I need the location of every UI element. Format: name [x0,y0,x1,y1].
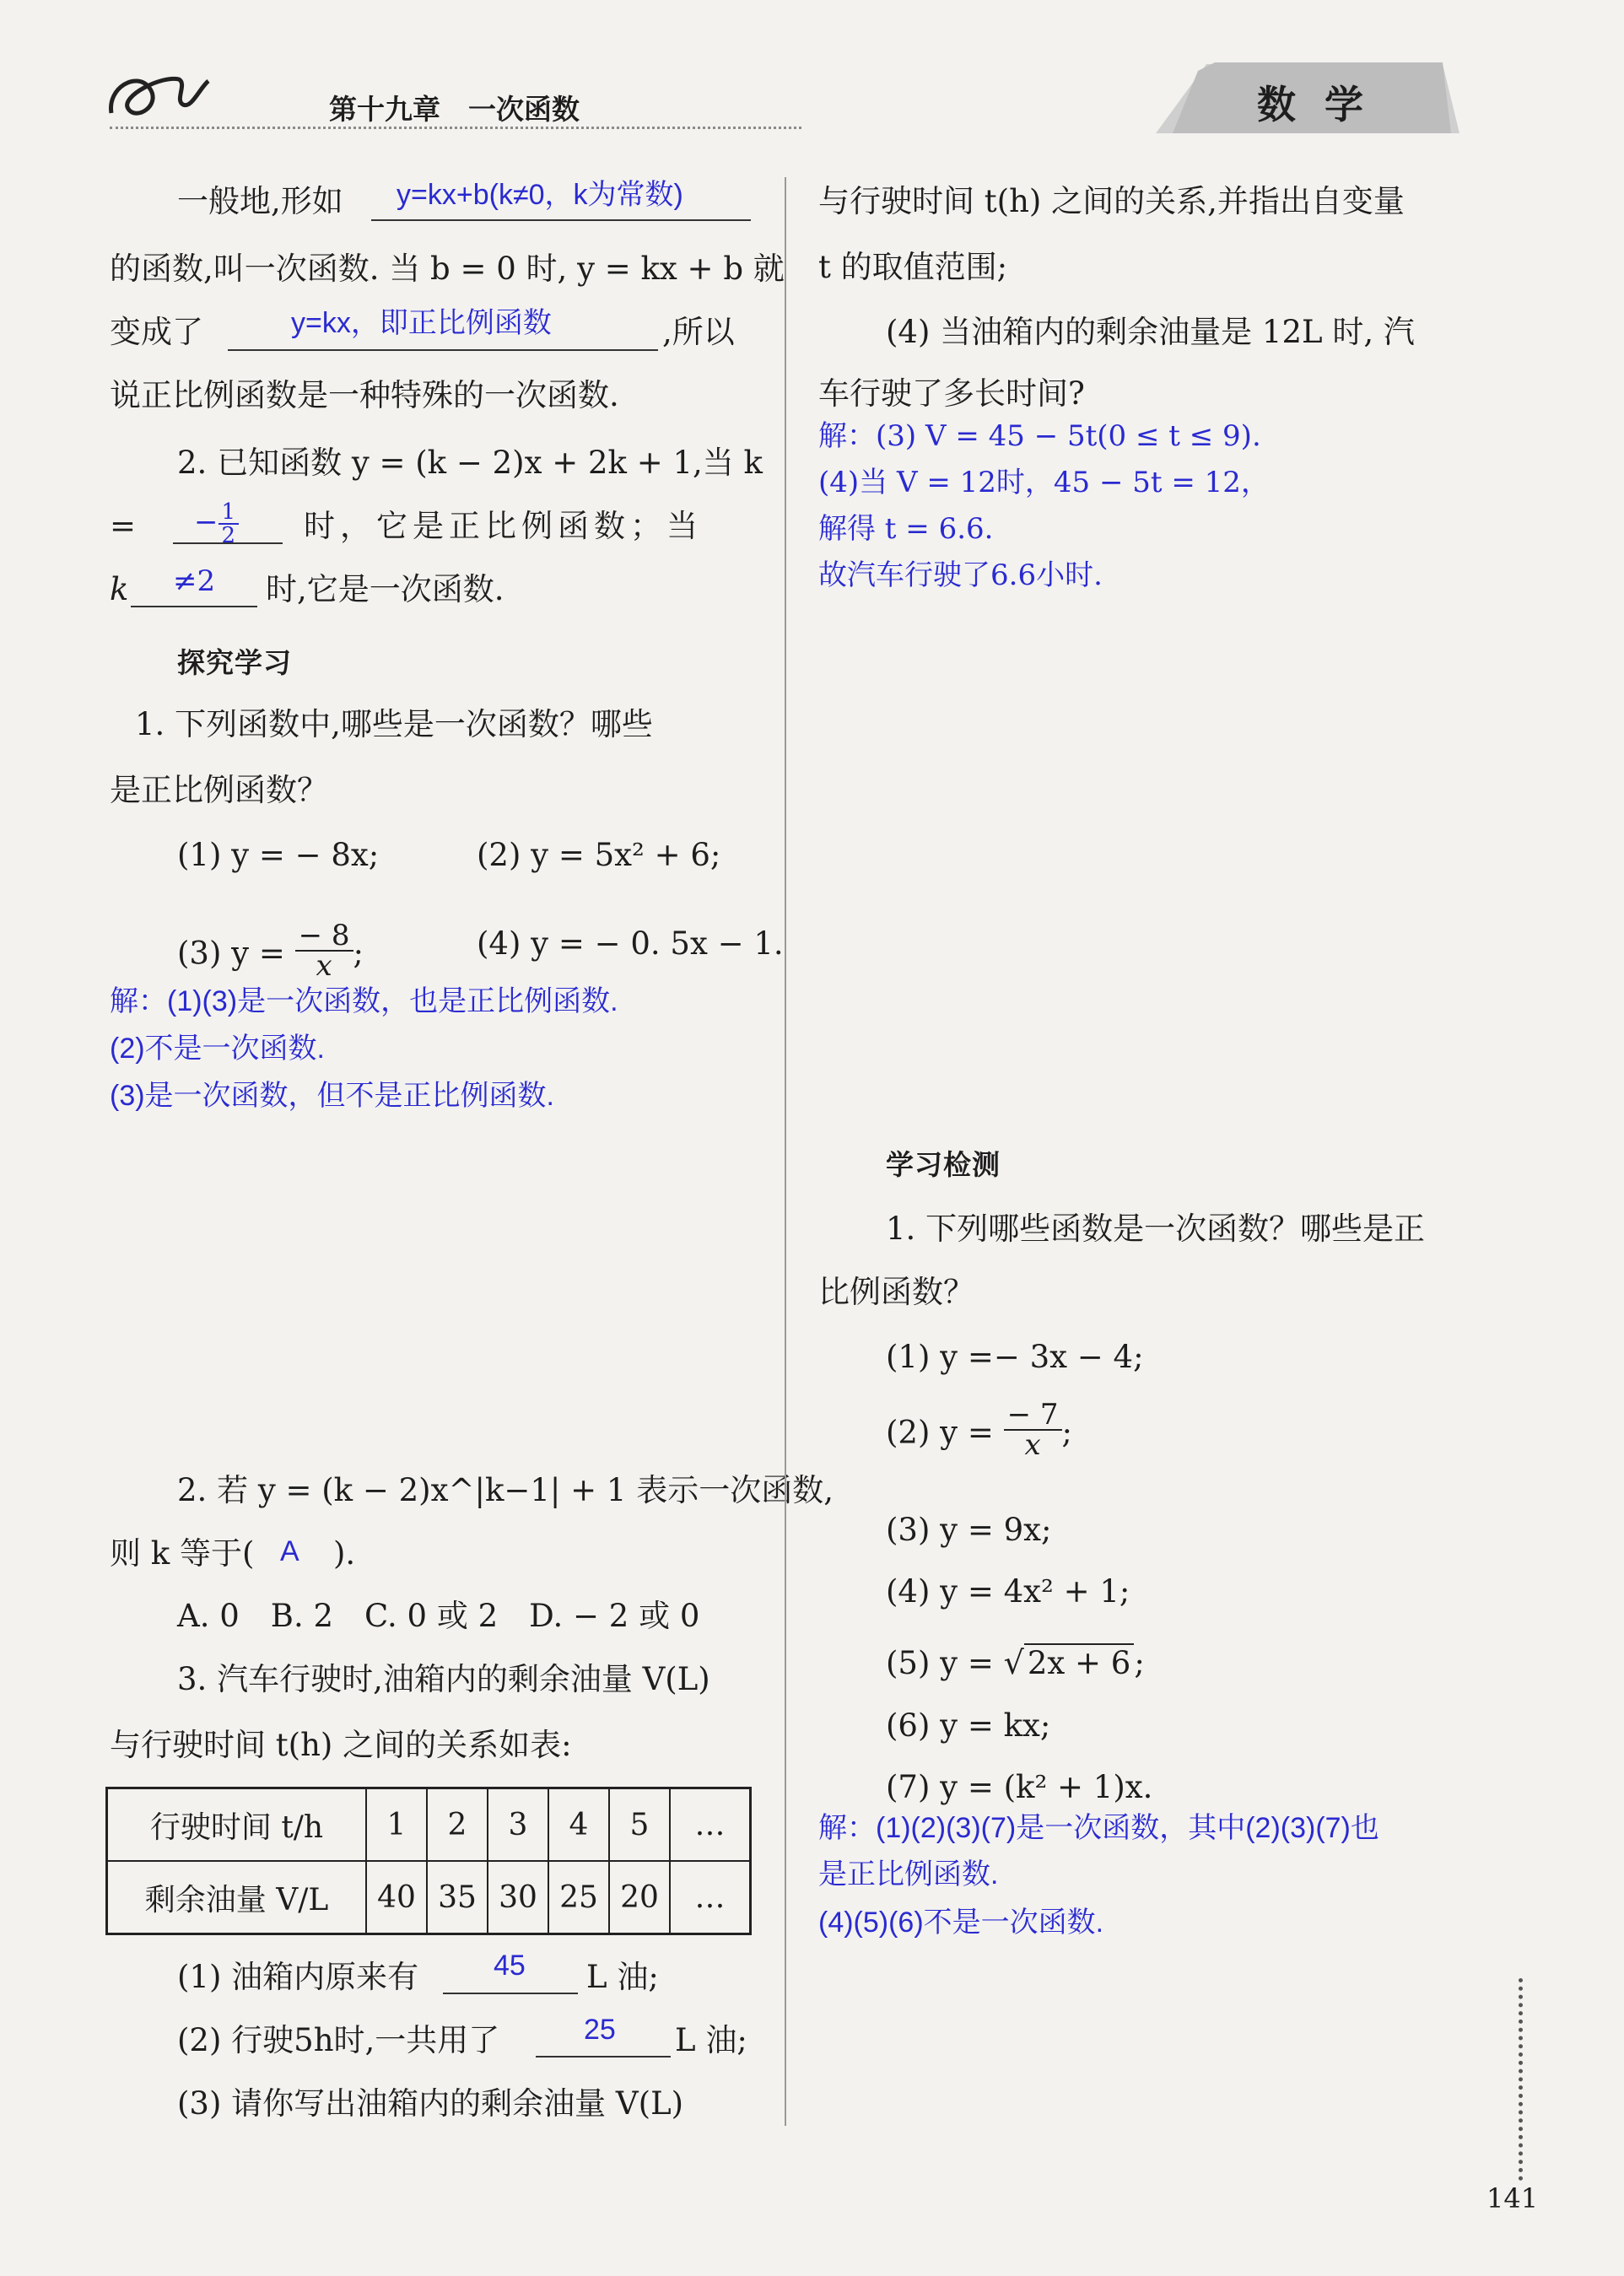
e1-option-4: (4) y = − 0. 5x − 1. [477,925,784,962]
answer-text: y=kx+b(k≠0，k为常数) [397,179,683,211]
q2-line-3-start: k [110,571,129,607]
answer-text: y=kx，即正比例函数 [291,307,552,339]
e1-line-1: 1. 下列函数中,哪些是一次函数？哪些 [135,706,653,742]
e1-solution-2: (2)不是一次函数. [110,1033,325,1065]
right-solution-2: (4)当 V = 12时，45 − 5t = 12， [818,466,1270,499]
answer-choice: A [280,1535,299,1567]
intro-line-3-end: ,所以 [662,314,735,350]
d1-option-2: (2) y = $\frac{- 7}{x}$ ; [886,1398,1073,1462]
e3-part-2-end: L 油; [675,2022,747,2058]
blank-line [371,219,751,221]
table-row [107,1861,751,1934]
blank-line [536,2056,671,2058]
e3-part-2-start: (2) 行驶5h时,一共用了 [177,2022,500,2058]
e1-solution-3: (3)是一次函数，但不是正比例函数. [110,1080,554,1112]
intro-line-2: 的函数,叫一次函数. 当 b = 0 时, y = kx + b 就 [110,251,785,287]
table-cell: 40 [366,1861,427,1934]
right-solution-4: 故汽车行驶了6.6小时. [818,558,1103,592]
e3-line-1: 3. 汽车行驶时,油箱内的剩余油量 V(L) [177,1661,710,1697]
table-cell: … [670,1788,751,1862]
section-heading-explore: 探究学习 [177,646,292,679]
d1-solution-2: 是正比例函数. [818,1858,999,1890]
table-cell: … [670,1861,751,1934]
e2-line-1: 2. 若 y = (k − 2)x^|k−1| + 1 表示一次函数, [177,1472,834,1508]
table-cell: 4 [548,1788,609,1862]
blank-line [443,1993,578,1994]
answer-text: 45 [494,1950,526,1982]
table-header-cell: 剩余油量 V/L [107,1861,367,1934]
chapter-title: 第十九章 一次函数 [329,93,580,126]
table-header-cell: 行驶时间 t/h [107,1788,367,1862]
q2-line-2-start: = [110,508,137,544]
right-solution-1: 解：(3) V = 45 − 5t(0 ≤ t ≤ 9). [818,419,1261,453]
e3-part-1-start: (1) 油箱内原来有 [177,1959,419,1995]
e2-line-2-end: ). [333,1535,356,1572]
d1-solution-1: 解：(1)(2)(3)(7)是一次函数，其中(2)(3)(7)也 [818,1812,1379,1844]
d1-solution-3: (4)(5)(6)不是一次函数. [818,1907,1104,1939]
table-cell: 3 [488,1788,548,1862]
column-divider [785,177,786,2126]
d1-line-1: 1. 下列哪些函数是一次函数？哪些是正 [886,1211,1426,1247]
answer-fraction: − $\frac{1}{2}$ [194,501,239,547]
fuel-table [105,1787,752,1935]
e1-line-2: 是正比例函数？ [110,772,328,808]
table-cell: 1 [366,1788,427,1862]
d1-option-3: (3) y = 9x; [886,1512,1052,1548]
e1-option-1: (1) y = − 8x; [177,837,380,873]
table-cell: 20 [609,1861,670,1934]
e1-option-2: (2) y = 5x² + 6; [477,837,721,873]
right-line-1: 与行驶时间 t(h) 之间的关系,并指出自变量 [818,183,1405,219]
e1-solution-1: 解：(1)(3)是一次函数，也是正比例函数. [110,985,618,1017]
e2-line-2-start: 则 k 等于( [110,1535,255,1572]
margin-dots [1519,1978,1523,2181]
section-heading-test: 学习检测 [886,1148,1001,1181]
right-solution-3: 解得 t = 6.6. [818,512,994,546]
blank-line [228,349,658,351]
answer-text: 25 [584,2014,616,2046]
q2-line-1: 2. 已知函数 y = (k − 2)x + 2k + 1,当 k [177,445,763,481]
subject-label: 数学 [1257,82,1392,127]
q2-line-2-end: 时，它是正比例函数；当 [304,508,703,544]
e3-part-3: (3) 请你写出油箱内的剩余油量 V(L) [177,2085,684,2122]
page-number: 141 [1486,2182,1539,2214]
table-cell: 35 [427,1861,488,1934]
chapter-logo-icon [103,62,213,130]
table-cell: 2 [427,1788,488,1862]
intro-line-1: 一般地,形如 [177,183,343,219]
d1-option-4: (4) y = 4x² + 1; [886,1573,1130,1610]
table-cell: 30 [488,1861,548,1934]
d1-option-5: (5) y = √ 2x + 6 ; [886,1644,1145,1681]
d1-option-6: (6) y = kx; [886,1707,1051,1744]
table-cell: 25 [548,1861,609,1934]
q2-line-3-end: 时,它是一次函数. [266,571,504,607]
d1-option-1: (1) y =− 3x − 4; [886,1339,1144,1375]
e2-options: A. 0 B. 2 C. 0 或 2 D. − 2 或 0 [177,1598,700,1634]
e3-part-1-end: L 油; [586,1959,659,1995]
e1-option-3: (3) y = $\frac{- 8}{x}$ ; [177,919,364,983]
header-rule [110,127,801,129]
intro-line-3: 变成了 [110,314,203,350]
right-line-2: t 的取值范围; [818,249,1008,285]
blank-line [131,606,257,607]
table-cell: 5 [609,1788,670,1862]
intro-line-4: 说正比例函数是一种特殊的一次函数. [110,377,619,413]
answer-text: ≠2 [173,564,216,598]
right-line-3: (4) 当油箱内的剩余油量是 12L 时, 汽 [886,314,1415,350]
d1-line-2: 比例函数？ [818,1274,974,1310]
d1-option-7: (7) y = (k² + 1)x. [886,1769,1153,1805]
right-line-4: 车行驶了多长时间? [818,375,1085,412]
table-row [107,1788,751,1862]
e3-line-2: 与行驶时间 t(h) 之间的关系如表: [110,1727,572,1763]
